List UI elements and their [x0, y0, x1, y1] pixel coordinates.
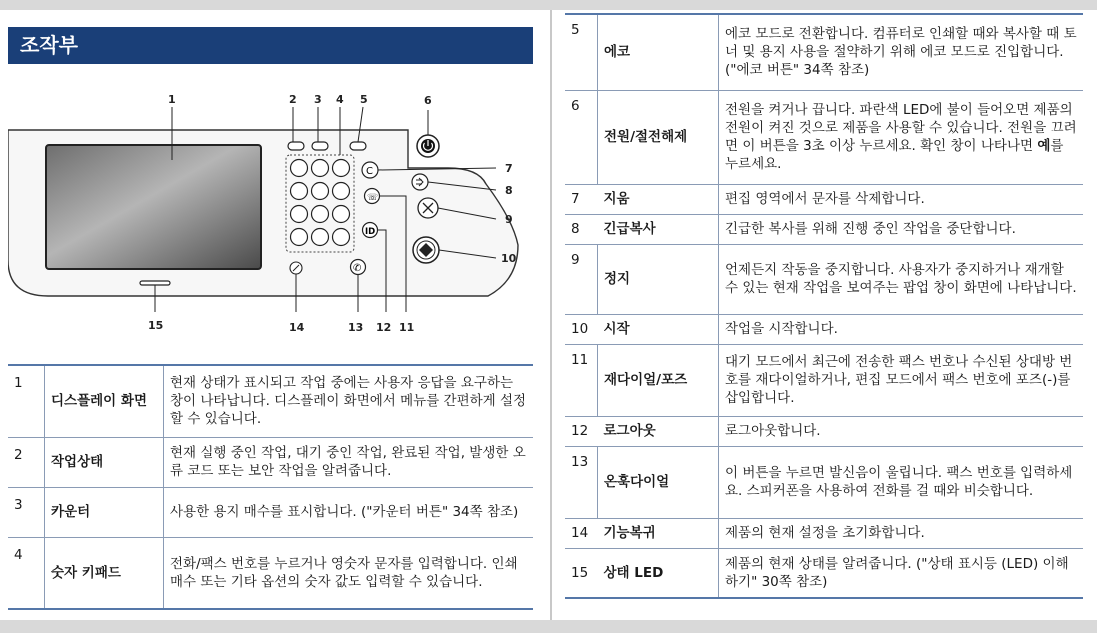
keypad-key[interactable]	[333, 160, 350, 177]
item-name: 상태 LED	[598, 548, 719, 598]
job-status-button[interactable]	[288, 142, 304, 150]
item-description: 현재 실행 중인 작업, 대기 중인 작업, 완료된 작업, 발생한 오류 코드 또는 보안 작업을 알려줍니다.	[164, 437, 534, 487]
item-number: 3	[8, 487, 45, 537]
item-description: 긴급한 복사를 위해 진행 중인 작업을 중단합니다.	[719, 214, 1084, 244]
table-row	[565, 518, 1083, 548]
item-number: 14	[565, 518, 598, 548]
item-number: 7	[565, 184, 598, 214]
item-name: 에코	[598, 14, 719, 90]
item-description: 로그아웃합니다.	[719, 416, 1084, 446]
callout-5: 5	[360, 93, 368, 106]
callout-1: 1	[168, 93, 176, 106]
table-row	[8, 365, 533, 437]
item-description: 이 버튼을 누르면 발신음이 울립니다. 팩스 번호를 입력하세요. 스피커폰을 사용하여 전화를 걸 때와 비슷합니다.	[719, 446, 1084, 518]
item-name: 로그아웃	[598, 416, 719, 446]
table-row	[565, 416, 1083, 446]
keypad-key[interactable]	[312, 183, 329, 200]
item-number: 13	[565, 446, 598, 518]
item-description: 대기 모드에서 최근에 전송한 팩스 번호나 수신된 상대방 번호를 재다이얼하거나, 편집 모드에서 팩스 번호에 포즈(-)를 삽입합니다.	[719, 344, 1084, 416]
callout-14: 14	[289, 321, 305, 334]
item-name: 지움	[598, 184, 719, 214]
table-row	[565, 314, 1083, 344]
table-row	[565, 446, 1083, 518]
callout-8: 8	[505, 184, 513, 197]
item-number: 6	[565, 90, 598, 184]
item-number: 12	[565, 416, 598, 446]
item-name: 시작	[598, 314, 719, 344]
keypad-key[interactable]	[312, 206, 329, 223]
item-number: 9	[565, 244, 598, 314]
counter-button[interactable]	[312, 142, 328, 150]
bottom-strip	[0, 620, 1097, 633]
callout-6: 6	[424, 94, 432, 107]
item-number: 4	[8, 537, 45, 609]
item-description: 현재 상태가 표시되고 작업 중에는 사용자 응답을 요구하는 창이 나타납니다. 디스플레이 화면에서 메뉴를 간편하게 설정할 수 있습니다.	[164, 365, 534, 437]
item-name: 작업상태	[45, 437, 164, 487]
eco-button[interactable]	[350, 142, 366, 150]
item-description: 제품의 현재 상태를 알려줍니다. ("상태 표시등 (LED) 이해하기" 30쪽 참조)	[719, 548, 1084, 598]
callout-9: 9	[505, 213, 513, 226]
table-row	[8, 487, 533, 537]
item-name: 숫자 키패드	[45, 537, 164, 609]
table-row	[8, 537, 533, 609]
callout-11: 11	[399, 321, 415, 334]
table-row	[565, 14, 1083, 90]
section-title: 조작부	[20, 33, 78, 57]
item-number: 2	[8, 437, 45, 487]
yes-emphasis: 예	[1037, 138, 1051, 154]
table-row	[565, 344, 1083, 416]
item-description: 언제든지 작동을 중지합니다. 사용자가 중지하거나 재개할 수 있는 현재 작업을 보여주는 팝업 창이 화면에 나타납니다.	[719, 244, 1084, 314]
column-divider	[550, 10, 552, 620]
table-row	[8, 437, 533, 487]
display-screen	[46, 145, 261, 269]
interrupt-copy-button[interactable]	[412, 174, 428, 190]
callout-15: 15	[148, 319, 164, 332]
keypad-key[interactable]	[312, 160, 329, 177]
keypad-key[interactable]	[291, 229, 308, 246]
keypad-key[interactable]	[291, 183, 308, 200]
item-number: 10	[565, 314, 598, 344]
item-description: 작업을 시작합니다.	[719, 314, 1084, 344]
keypad-key[interactable]	[312, 229, 329, 246]
item-description: 에코 모드로 전환합니다. 컴퓨터로 인쇄할 때와 복사할 때 토너 및 용지 사용을 절약하기 위해 에코 모드로 진입합니다. ("에코 버튼" 34쪽 참조)	[719, 14, 1084, 90]
table-row	[565, 244, 1083, 314]
left-description-table	[8, 364, 533, 610]
item-description-text: 전원을 켜거나 끕니다. 파란색 LED에 불이 들어오면 제품의 전원이 켜진 것으로 제품을 사용할 수 있습니다. 전원을 끄려면 이 버튼을 3초 이상 누르세요. 확인 창이 나타나면	[725, 102, 1077, 154]
keypad-key[interactable]	[333, 183, 350, 200]
item-number: 5	[565, 14, 598, 90]
item-number: 11	[565, 344, 598, 416]
control-panel-illustration	[8, 80, 533, 348]
item-name: 카운터	[45, 487, 164, 537]
item-number: 8	[565, 214, 598, 244]
table-row	[565, 184, 1083, 214]
item-description: 제품의 현재 설정을 초기화합니다.	[719, 518, 1084, 548]
item-description-text: 를 누르세요.	[725, 138, 1064, 172]
callout-2: 2	[289, 93, 297, 106]
item-name: 정지	[598, 244, 719, 314]
keypad-key[interactable]	[333, 206, 350, 223]
section-header	[8, 27, 533, 64]
item-name: 재다이얼/포즈	[598, 344, 719, 416]
item-description: 전화/팩스 번호를 누르거나 영숫자 문자를 입력합니다. 인쇄 매수 또는 기타 옵션의 숫자 값도 입력할 수 있습니다.	[164, 537, 534, 609]
item-name: 전원/절전해제	[598, 90, 719, 184]
keypad-key[interactable]	[291, 206, 308, 223]
redial-icon: ☏	[367, 193, 379, 203]
item-number: 15	[565, 548, 598, 598]
status-led	[140, 281, 170, 285]
item-description	[719, 90, 1084, 184]
item-description: 편집 영역에서 문자를 삭제합니다.	[719, 184, 1084, 214]
table-row	[565, 548, 1083, 598]
table-row	[565, 214, 1083, 244]
item-name: 긴급복사	[598, 214, 719, 244]
callout-12: 12	[376, 321, 392, 334]
phone-icon: ✆	[353, 263, 362, 274]
callout-4: 4	[336, 93, 344, 106]
item-number: 1	[8, 365, 45, 437]
right-description-table	[565, 13, 1083, 599]
callout-10: 10	[501, 252, 517, 265]
clear-icon: C	[366, 166, 373, 177]
keypad-key[interactable]	[333, 229, 350, 246]
callout-3: 3	[314, 93, 322, 106]
item-name: 디스플레이 화면	[45, 365, 164, 437]
keypad-key[interactable]	[291, 160, 308, 177]
item-name: 온훅다이얼	[598, 446, 719, 518]
table-row	[565, 90, 1083, 184]
callout-7: 7	[505, 162, 513, 175]
item-name: 기능복귀	[598, 518, 719, 548]
item-description: 사용한 용지 매수를 표시합니다. ("카운터 버튼" 34쪽 참조)	[164, 487, 534, 537]
top-strip	[0, 0, 1097, 10]
callout-13: 13	[348, 321, 364, 334]
logout-icon: ID	[365, 227, 376, 237]
